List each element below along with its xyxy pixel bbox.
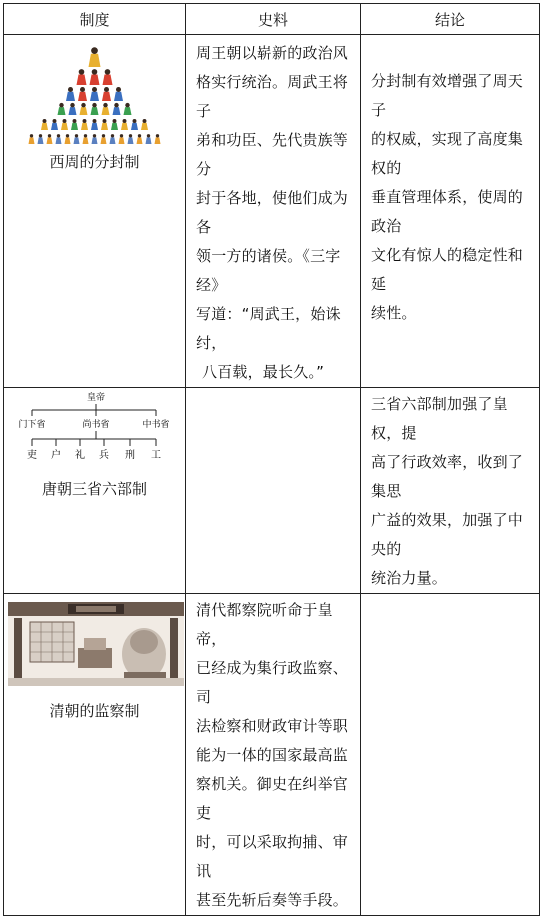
figure-person-icon xyxy=(110,134,116,144)
org-middle-2: 中书省 xyxy=(142,420,170,430)
conclusion-cell xyxy=(361,388,540,594)
header-system: 制度 xyxy=(4,4,186,35)
table-row xyxy=(4,594,540,916)
figure-person-icon xyxy=(137,134,143,144)
figure-person-icon xyxy=(61,119,68,130)
source-line: 法检察和财政审计等职 xyxy=(196,717,349,735)
conclusion-line: 统治力量。 xyxy=(371,569,448,587)
figure-person-icon xyxy=(91,119,98,130)
figure-label: 西周的分封制 xyxy=(49,153,140,171)
source-cell xyxy=(186,35,361,388)
figure-person-icon xyxy=(47,134,53,144)
figure-cell xyxy=(4,35,186,388)
source-line: 周王朝以崭新的政治风 xyxy=(196,44,349,62)
header-row xyxy=(4,4,540,35)
org-middle-0: 门下省 xyxy=(18,420,46,430)
source-line: 清代都察院听命于皇帝， xyxy=(196,601,333,648)
figure-person-icon xyxy=(124,103,132,115)
conclusion-line: 三省六部制加强了皇权，提 xyxy=(371,395,508,442)
org-bottom-5: 工 xyxy=(151,450,161,461)
figure-cell xyxy=(4,594,186,916)
palace-hall-photo xyxy=(8,602,184,686)
source-line: 察机关。御史在纠举官吏 xyxy=(196,775,349,822)
source-line: 封于各地，使他们成为各 xyxy=(196,189,349,236)
org-bottom-1: 户 xyxy=(51,450,61,461)
figure-person-icon xyxy=(131,119,138,130)
org-middle-1: 尚书省 xyxy=(82,420,110,430)
figure-person-icon xyxy=(77,69,87,85)
figure-cell xyxy=(4,388,186,594)
figure-person-icon xyxy=(69,103,77,115)
figure-person-icon xyxy=(83,134,89,144)
conclusion-line: 高了行政效率，收到了集思 xyxy=(371,453,524,500)
figure-person-icon xyxy=(141,119,148,130)
figure-person-icon xyxy=(128,134,134,144)
conclusion-line: 续性。 xyxy=(371,304,417,322)
figure-person-icon xyxy=(56,134,62,144)
feudal-pyramid-icon xyxy=(4,39,184,149)
source-line: 时，可以采取拘捕、审讯 xyxy=(196,833,349,880)
figure-person-icon xyxy=(90,87,99,101)
table-row xyxy=(4,388,540,594)
figure-person-icon xyxy=(102,103,110,115)
figure-person-icon xyxy=(81,119,88,130)
figure-person-icon xyxy=(102,87,111,101)
figure-person-icon xyxy=(114,87,123,101)
conclusion-line: 广益的效果，加强了中央的 xyxy=(371,511,524,558)
conclusion-line: 文化有惊人的稳定性和延 xyxy=(371,246,524,293)
figure-person-icon xyxy=(58,103,66,115)
source-line: 格实行统治。周武王将子 xyxy=(196,73,349,120)
header-sources: 史料 xyxy=(186,4,361,35)
figure-person-icon xyxy=(29,134,35,144)
source-line: 弟和功臣、先代贵族等分 xyxy=(196,131,349,178)
source-line: 能为一体的国家最高监 xyxy=(196,746,349,764)
org-bottom-0: 吏 xyxy=(27,450,37,461)
org-chart-diagram xyxy=(4,388,184,468)
conclusion-line: 垂直管理体系，使周的政治 xyxy=(371,188,524,235)
figure-person-icon xyxy=(92,134,98,144)
source-line: 写道：“周武王，始诛纣， xyxy=(196,305,341,352)
figure-person-icon xyxy=(65,134,71,144)
table-row xyxy=(4,35,540,388)
figure-person-icon xyxy=(146,134,152,144)
conclusion-line: 的权威，实现了高度集权的 xyxy=(371,130,524,177)
figure-person-icon xyxy=(90,69,100,85)
figure-person-icon xyxy=(113,103,121,115)
figure-person-icon xyxy=(111,119,118,130)
figure-person-icon xyxy=(41,119,48,130)
header-conclusion: 结论 xyxy=(361,4,540,35)
source-line: 八百载，最长久。” xyxy=(202,363,325,381)
figure-person-icon xyxy=(89,47,101,67)
figure-person-icon xyxy=(80,103,88,115)
org-bottom-3: 兵 xyxy=(99,450,109,461)
figure-person-icon xyxy=(101,134,107,144)
figure-person-icon xyxy=(121,119,128,130)
org-bottom-4: 刑 xyxy=(125,450,135,461)
conclusion-cell xyxy=(361,35,540,388)
org-top: 皇帝 xyxy=(86,393,106,403)
figure-label: 清朝的监察制 xyxy=(49,702,140,720)
figure-person-icon xyxy=(155,134,161,144)
conclusion-cell xyxy=(361,594,540,916)
source-line: 甚至先斩后奏等手段。 xyxy=(196,891,349,909)
figure-person-icon xyxy=(74,134,80,144)
figure-person-icon xyxy=(38,134,44,144)
figure-label: 唐朝三省六部制 xyxy=(41,480,147,498)
figure-person-icon xyxy=(78,87,87,101)
conclusion-line: 分封制有效增强了周天子 xyxy=(371,72,524,119)
source-line: 领一方的诸侯。《三字经》 xyxy=(196,247,341,294)
history-table xyxy=(3,3,540,916)
figure-person-icon xyxy=(119,134,125,144)
figure-person-icon xyxy=(101,119,108,130)
org-bottom-2: 礼 xyxy=(75,450,85,461)
figure-person-icon xyxy=(66,87,75,101)
source-line: 已经成为集行政监察、司 xyxy=(196,659,349,706)
figure-person-icon xyxy=(103,69,113,85)
figure-person-icon xyxy=(51,119,58,130)
figure-person-icon xyxy=(71,119,78,130)
source-cell xyxy=(186,388,361,594)
source-cell xyxy=(186,594,361,916)
figure-person-icon xyxy=(91,103,99,115)
